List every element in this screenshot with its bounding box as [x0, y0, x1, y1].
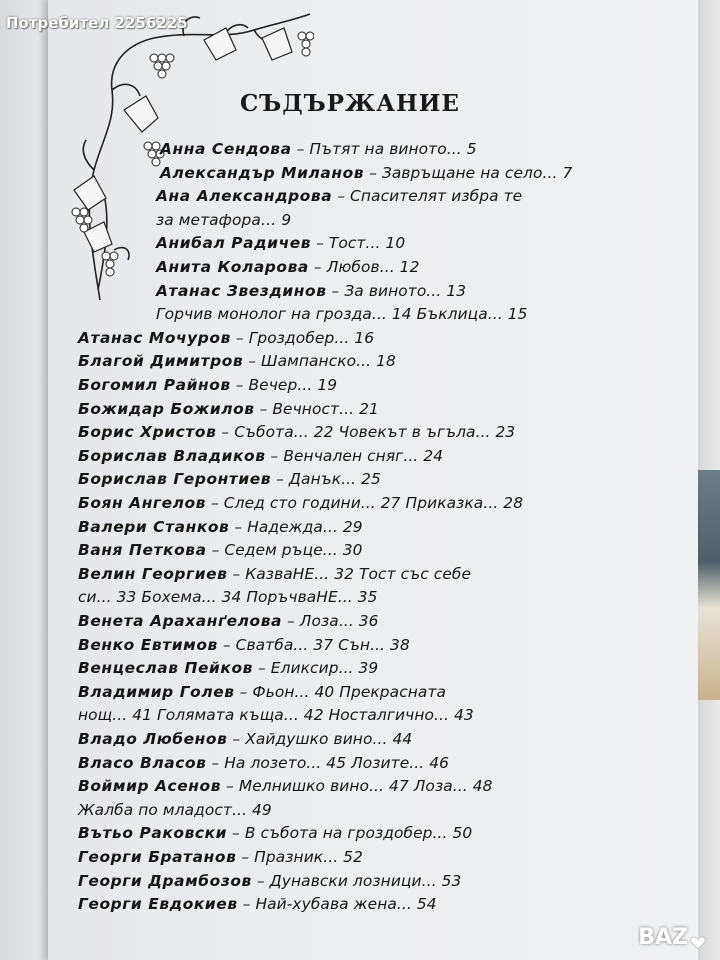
toc-title: – Завръщане на село... 7 [364, 163, 573, 182]
toc-title: – Гроздобер... 16 [230, 328, 375, 347]
toc-title: – Най-хубава жена... 54 [237, 895, 437, 914]
toc-entry [156, 258, 419, 276]
toc-title: – Лоза... 36 [282, 612, 379, 630]
toc-author: Анибал Радичев [156, 234, 312, 253]
toc-title: – Спасителят избра те [332, 187, 523, 206]
toc-title: нощ... 41 Голямата къща... 42 Носталгично... 43 [78, 706, 474, 725]
toc-entry [78, 588, 378, 606]
toc-title: – Седем ръце... 30 [206, 541, 363, 560]
toc-entry [78, 754, 449, 772]
toc-title: Жалба по младост... 49 [78, 800, 272, 819]
user-watermark: Потребител 2256225 [6, 14, 188, 32]
heart-icon [690, 931, 706, 945]
toc-title: – Тост... 10 [311, 234, 406, 253]
toc-author: Владимир Голев [78, 682, 235, 701]
toc-entry [156, 234, 405, 252]
toc-entry [156, 305, 528, 323]
toc-author: Боян Ангелов [78, 494, 206, 512]
toc-author: Вътьо Раковски [78, 824, 228, 843]
toc-entry [78, 683, 446, 701]
toc-entry [156, 211, 291, 229]
toc-author: Богомил Райнов [78, 376, 231, 394]
toc-entry [78, 541, 363, 559]
toc-title: – Сватба... 37 Сън... 38 [217, 635, 410, 654]
toc-author: Власо Власов [78, 753, 207, 772]
toc-author: Венцеслав Пейков [78, 659, 253, 678]
toc-title: – За виното... 13 [326, 281, 467, 300]
toc-title: – Шампанско... 18 [243, 352, 396, 371]
toc-entry [160, 140, 477, 158]
toc-title: – Любов... 12 [308, 258, 420, 276]
toc-author: Борислав Владиков [78, 446, 266, 465]
toc-author: Анита Коларова [156, 258, 309, 276]
toc-entry [78, 872, 461, 890]
toc-author: Александър Миланов [160, 163, 365, 182]
toc-entry [78, 400, 379, 418]
toc-entry [78, 447, 443, 465]
toc-title: – Еликсир... 39 [253, 659, 379, 678]
toc-entry [78, 730, 412, 748]
toc-title: – Събота... 22 Човекът в ъгъла... 23 [216, 423, 516, 442]
toc-entry [78, 565, 471, 583]
toc-entry [78, 423, 515, 441]
toc-entry [78, 706, 474, 724]
toc-title: за метафора… 9 [156, 210, 292, 229]
toc-title: – Данък... 25 [271, 470, 381, 489]
toc-entry [78, 777, 493, 795]
title-text: СЪДЪРЖАНИЕ [240, 90, 460, 117]
toc-entry [78, 801, 272, 819]
toc-author: Благой Димитров [78, 352, 244, 371]
toc-entry [78, 352, 396, 370]
toc-title: – Фьон... 40 Прекрасната [234, 682, 447, 701]
toc-title: – Мелнишко вино... 47 Лоза... 48 [221, 777, 493, 796]
toc-title: – Хайдушко вино... 44 [227, 730, 413, 748]
toc-author: Борислав Геронтиев [78, 470, 272, 489]
toc-entry [78, 636, 410, 654]
toc-title: – Надежда... 29 [229, 517, 363, 536]
toc-entry [78, 518, 363, 536]
toc-entry [78, 329, 374, 347]
toc-entry [78, 470, 381, 488]
toc-entry [78, 376, 337, 394]
toc-title: – Пътят на виното... 5 [291, 140, 477, 158]
toc-title: – В събота на гроздобер... 50 [227, 824, 473, 843]
toc-title: – На лозето... 45 Лозите... 46 [206, 753, 450, 772]
toc-entry [78, 612, 379, 630]
toc-author: Воймир Асенов [78, 777, 222, 796]
toc-author: Велин Георгиев [78, 564, 228, 583]
toc-author: Владо Любенов [78, 730, 228, 748]
toc-author: Божидар Божилов [78, 399, 255, 418]
toc-author: Венета Араханґелова [78, 612, 283, 630]
toc-title: си... 33 Бохема... 34 ПоръчваНЕ... 35 [78, 588, 378, 607]
toc-author: Атанас Мочуров [78, 328, 231, 347]
toc-author: Ваня Петкова [78, 541, 207, 560]
toc-title: – Венчален сняг... 24 [265, 446, 444, 465]
toc-entry [78, 494, 523, 512]
toc-author: Георги Евдокиев [78, 895, 238, 914]
toc-title: – Дунавски лозници... 53 [251, 871, 462, 890]
toc-entry [156, 187, 522, 205]
site-seal [638, 925, 706, 950]
toc-author: Анна Сендова [160, 140, 292, 158]
toc-entry [78, 824, 472, 842]
toc-title: – Вечност... 21 [254, 399, 379, 418]
toc-author: Борис Христов [78, 423, 217, 442]
toc-author: Ана Александрова [156, 187, 333, 206]
toc-title: – Празник... 52 [236, 848, 363, 866]
toc-author: Валери Станков [78, 517, 230, 536]
toc-entry [78, 659, 378, 677]
toc-author: Георги Братанов [78, 848, 237, 866]
toc-entry [160, 164, 572, 182]
toc-entry [78, 895, 437, 913]
toc-author: Атанас Звездинов [156, 281, 327, 300]
toc-entry [156, 282, 466, 300]
toc-title: – КазваНЕ... 32 Тост със себе [227, 564, 472, 583]
toc-title: – Вечер... 19 [230, 376, 338, 394]
toc-author: Венко Евтимов [78, 635, 218, 654]
toc-author: Георги Драмбозов [78, 871, 252, 890]
toc-title: – След сто години... 27 Приказка... 28 [206, 494, 524, 512]
toc-title: Горчив монолог на грозда... 14 Бъклица... 15 [156, 305, 528, 324]
site-seal-text: BAZ [638, 925, 688, 950]
toc-entry [78, 848, 363, 866]
